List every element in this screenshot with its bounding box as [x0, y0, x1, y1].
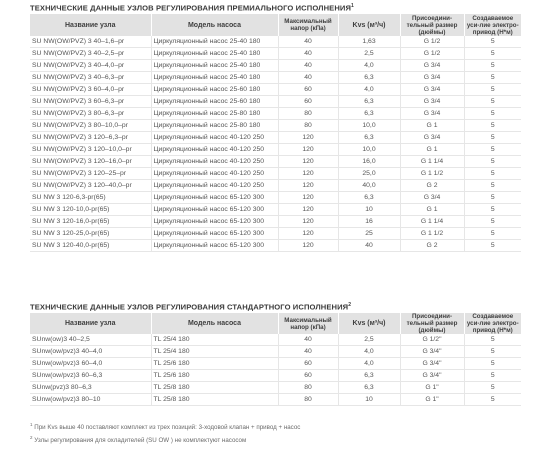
cell-kvs: 25,0: [338, 168, 400, 180]
cell-force: 5: [464, 84, 521, 96]
cell-name: SU NW(OW/PVZ) 3 120–6,3–pr: [30, 132, 151, 144]
cell-model: Циркуляционный насос 65-120 300: [151, 192, 278, 204]
cell-name: SU NW(OW/PVZ) 3 40–2,5–pr: [30, 48, 151, 60]
cell-name: SUnw(ow/pvz)3 60–4,0: [30, 358, 151, 370]
cell-kvs: 6,3: [338, 108, 400, 120]
cell-kvs: 6,3: [338, 382, 400, 394]
cell-pressure: 80: [278, 120, 338, 132]
cell-kvs: 4,0: [338, 60, 400, 72]
table-row: [30, 240, 521, 252]
header-name: Название узла: [30, 313, 151, 334]
premium-table-body: [30, 36, 521, 252]
table-row: [30, 204, 521, 216]
cell-kvs: 1,63: [338, 36, 400, 48]
cell-name: SU NW(OW/PVZ) 3 40–1,6–pr: [30, 36, 151, 48]
cell-model: Циркуляционный насос 25-40 180: [151, 60, 278, 72]
header-model: Модель насоса: [151, 14, 278, 36]
cell-kvs: 4,0: [338, 346, 400, 358]
cell-force: 5: [464, 168, 521, 180]
table-row: [30, 382, 521, 394]
cell-name: SU NW(OW/PVZ) 3 120–16,0–pr: [30, 156, 151, 168]
cell-pressure: 120: [278, 228, 338, 240]
cell-connection: G 2: [400, 240, 464, 252]
table-row: [30, 192, 521, 204]
cell-kvs: 6,3: [338, 96, 400, 108]
cell-force: 5: [464, 180, 521, 192]
cell-model: Циркуляционный насос 65-120 300: [151, 216, 278, 228]
cell-connection: G 1: [400, 204, 464, 216]
cell-connection: G 3/4": [400, 358, 464, 370]
cell-connection: G 3/4: [400, 108, 464, 120]
cell-model: Циркуляционный насос 65-120 300: [151, 240, 278, 252]
cell-pressure: 80: [278, 382, 338, 394]
cell-model: TL 25/4 180: [151, 346, 278, 358]
cell-pressure: 40: [278, 346, 338, 358]
cell-kvs: 10: [338, 394, 400, 406]
header-force: Создаваемое уси-лие электро-привод (Н*м): [464, 313, 521, 334]
cell-model: TL 25/6 180: [151, 370, 278, 382]
cell-connection: G 3/4: [400, 132, 464, 144]
cell-model: Циркуляционный насос 40-120 250: [151, 180, 278, 192]
cell-connection: G 1: [400, 120, 464, 132]
cell-force: 5: [464, 346, 521, 358]
cell-connection: G 2: [400, 180, 464, 192]
footnotes: [30, 420, 300, 445]
cell-name: SU NW(OW/PVZ) 3 40–4,0–pr: [30, 60, 151, 72]
cell-name: SU NW(OW/PVZ) 3 120–25–pr: [30, 168, 151, 180]
table-row: [30, 180, 521, 192]
cell-name: SU NW 3 120-10,0-pr(65): [30, 204, 151, 216]
cell-model: Циркуляционный насос 40-120 250: [151, 168, 278, 180]
cell-kvs: 4,0: [338, 358, 400, 370]
cell-connection: G 1": [400, 382, 464, 394]
cell-connection: G 3/4: [400, 84, 464, 96]
cell-connection: G 1/2: [400, 48, 464, 60]
cell-name: SU NW 3 120-25,0-pr(65): [30, 228, 151, 240]
cell-pressure: 120: [278, 216, 338, 228]
cell-connection: G 3/4: [400, 72, 464, 84]
cell-force: 5: [464, 204, 521, 216]
cell-kvs: 10: [338, 204, 400, 216]
cell-force: 5: [464, 370, 521, 382]
cell-name: SU NW(OW/PVZ) 3 40–6,3–pr: [30, 72, 151, 84]
standard-spec-table: [30, 313, 521, 406]
cell-kvs: 16,0: [338, 156, 400, 168]
cell-kvs: 10,0: [338, 144, 400, 156]
cell-pressure: 60: [278, 84, 338, 96]
cell-name: SUnw(ow/pvz)3 60–6,3: [30, 370, 151, 382]
cell-name: SU NW(OW/PVZ) 3 80–10,0–pr: [30, 120, 151, 132]
table-row: [30, 370, 521, 382]
header-pressure: Максимальный напор (кПа): [278, 313, 338, 334]
cell-force: 5: [464, 60, 521, 72]
cell-connection: G 3/4: [400, 96, 464, 108]
cell-connection: G 1": [400, 394, 464, 406]
cell-model: Циркуляционный насос 40-120 250: [151, 144, 278, 156]
header-kvs: Kvs (м³/ч): [338, 313, 400, 334]
table-row: [30, 36, 521, 48]
cell-pressure: 120: [278, 180, 338, 192]
table-row: [30, 132, 521, 144]
standard-section-title: ТЕХНИЧЕСКИЕ ДАННЫЕ УЗЛОВ РЕГУЛИРОВАНИЯ СТАНДАРТНОГО ИСПОЛНЕНИЯ$^2$: [30, 302, 352, 312]
cell-connection: G 1 1/2: [400, 168, 464, 180]
table-row: [30, 60, 521, 72]
cell-pressure: 80: [278, 394, 338, 406]
cell-model: TL 25/6 180: [151, 358, 278, 370]
cell-force: 5: [464, 36, 521, 48]
cell-pressure: 120: [278, 156, 338, 168]
cell-force: 5: [464, 144, 521, 156]
cell-name: SU NW(OW/PVZ) 3 60–4,0–pr: [30, 84, 151, 96]
cell-name: SU NW(OW/PVZ) 3 120–40,0–pr: [30, 180, 151, 192]
cell-model: Циркуляционный насос 65-120 300: [151, 228, 278, 240]
cell-kvs: 25: [338, 228, 400, 240]
table-row: [30, 120, 521, 132]
cell-pressure: 40: [278, 72, 338, 84]
cell-pressure: 60: [278, 96, 338, 108]
header-connection: Присоедини-тельный размер (дюймы): [400, 14, 464, 36]
premium-spec-table: [30, 14, 521, 252]
header-name: Название узла: [30, 14, 151, 36]
table-row: [30, 168, 521, 180]
cell-model: Циркуляционный насос 25-80 180: [151, 108, 278, 120]
table-row: [30, 84, 521, 96]
cell-name: SUnw(ow/pvz)3 40–4,0: [30, 346, 151, 358]
cell-pressure: 120: [278, 192, 338, 204]
standard-table-body: [30, 334, 521, 406]
table-row: [30, 144, 521, 156]
cell-force: 5: [464, 120, 521, 132]
cell-name: SUnw(pvz)3 80–6,3: [30, 382, 151, 394]
cell-kvs: 2,5: [338, 334, 400, 346]
cell-model: TL 25/8 180: [151, 394, 278, 406]
cell-kvs: 40: [338, 240, 400, 252]
cell-connection: G 3/4": [400, 370, 464, 382]
header-pressure: Максимальный напор (кПа): [278, 14, 338, 36]
cell-connection: G 1/2: [400, 36, 464, 48]
cell-force: 5: [464, 132, 521, 144]
cell-connection: G 3/4: [400, 60, 464, 72]
table-row: [30, 72, 521, 84]
cell-force: 5: [464, 108, 521, 120]
cell-kvs: 10,0: [338, 120, 400, 132]
table-row: [30, 358, 521, 370]
table-row: [30, 394, 521, 406]
cell-kvs: 6,3: [338, 192, 400, 204]
cell-model: Циркуляционный насос 25-60 180: [151, 96, 278, 108]
cell-pressure: 40: [278, 48, 338, 60]
cell-kvs: 16: [338, 216, 400, 228]
cell-name: SUnw(ow)3 40–2,5: [30, 334, 151, 346]
cell-pressure: 80: [278, 108, 338, 120]
cell-name: SU NW 3 120-16,0-pr(65): [30, 216, 151, 228]
cell-connection: G 3/4: [400, 192, 464, 204]
cell-force: 5: [464, 216, 521, 228]
cell-name: SU NW(OW/PVZ) 3 60–6,3–pr: [30, 96, 151, 108]
cell-model: TL 25/8 180: [151, 382, 278, 394]
cell-kvs: 4,0: [338, 84, 400, 96]
cell-name: SU NW 3 120-40,0-pr(65): [30, 240, 151, 252]
cell-force: 5: [464, 334, 521, 346]
table-row: [30, 334, 521, 346]
cell-connection: G 1/2": [400, 334, 464, 346]
cell-pressure: 40: [278, 334, 338, 346]
cell-kvs: 40,0: [338, 180, 400, 192]
cell-name: SU NW(OW/PVZ) 3 80–6,3–pr: [30, 108, 151, 120]
cell-name: SU NW 3 120-6,3-pr(65): [30, 192, 151, 204]
cell-force: 5: [464, 382, 521, 394]
cell-pressure: 40: [278, 36, 338, 48]
table-row: [30, 346, 521, 358]
cell-name: SU NW(OW/PVZ) 3 120–10,0–pr: [30, 144, 151, 156]
cell-connection: G 1: [400, 144, 464, 156]
table-row: [30, 228, 521, 240]
table-row: [30, 108, 521, 120]
footnote-2: $^2$ Узлы регулирования для охладителей (SU OW ) не комплектуют насосом: [30, 434, 247, 444]
cell-kvs: 6,3: [338, 132, 400, 144]
cell-pressure: 120: [278, 132, 338, 144]
cell-pressure: 120: [278, 240, 338, 252]
cell-kvs: 6,3: [338, 72, 400, 84]
cell-kvs: 2,5: [338, 48, 400, 60]
cell-model: TL 25/4 180: [151, 334, 278, 346]
cell-force: 5: [464, 192, 521, 204]
cell-model: Циркуляционный насос 40-120 250: [151, 132, 278, 144]
premium-section-title: ТЕХНИЧЕСКИЕ ДАННЫЕ УЗЛОВ РЕГУЛИРОВАНИЯ ПРЕМИАЛЬНОГО ИСПОЛНЕНИЯ$^1$: [30, 3, 354, 13]
cell-pressure: 40: [278, 60, 338, 72]
cell-connection: G 1 1/2: [400, 228, 464, 240]
table-row: [30, 96, 521, 108]
cell-pressure: 120: [278, 144, 338, 156]
cell-force: 5: [464, 96, 521, 108]
cell-connection: G 3/4": [400, 346, 464, 358]
header-model: Модель насоса: [151, 313, 278, 334]
cell-kvs: 6,3: [338, 370, 400, 382]
cell-force: 5: [464, 156, 521, 168]
cell-force: 5: [464, 72, 521, 84]
cell-connection: G 1 1/4: [400, 156, 464, 168]
cell-pressure: 120: [278, 168, 338, 180]
cell-pressure: 60: [278, 370, 338, 382]
header-force: Создаваемое уси-лие электро-привод (Н*м): [464, 14, 521, 36]
cell-pressure: 120: [278, 204, 338, 216]
cell-model: Циркуляционный насос 65-120 300: [151, 204, 278, 216]
table-row: [30, 216, 521, 228]
cell-model: Циркуляционный насос 25-40 180: [151, 48, 278, 60]
header-connection: Присоедини-тельный размер (дюймы): [400, 313, 464, 334]
header-kvs: Kvs (м³/ч): [338, 14, 400, 36]
cell-force: 5: [464, 358, 521, 370]
cell-pressure: 60: [278, 358, 338, 370]
cell-connection: G 1 1/4: [400, 216, 464, 228]
table-row: [30, 156, 521, 168]
cell-model: Циркуляционный насос 40-120 250: [151, 156, 278, 168]
cell-force: 5: [464, 394, 521, 406]
standard-header-row: [30, 313, 521, 334]
table-row: [30, 48, 521, 60]
cell-force: 5: [464, 228, 521, 240]
cell-model: Циркуляционный насос 25-80 180: [151, 120, 278, 132]
cell-model: Циркуляционный насос 25-40 180: [151, 72, 278, 84]
cell-force: 5: [464, 240, 521, 252]
cell-force: 5: [464, 48, 521, 60]
cell-model: Циркуляционный насос 25-60 180: [151, 84, 278, 96]
cell-name: SUnw(ow/pvz)3 80–10: [30, 394, 151, 406]
cell-model: Циркуляционный насос 25-40 180: [151, 36, 278, 48]
premium-header-row: [30, 14, 521, 36]
footnote-1: $^1$ При Kvs выше 40 поставляют комплект из трех позиций: 3-ходовой клапан + привод + насос: [30, 422, 301, 432]
